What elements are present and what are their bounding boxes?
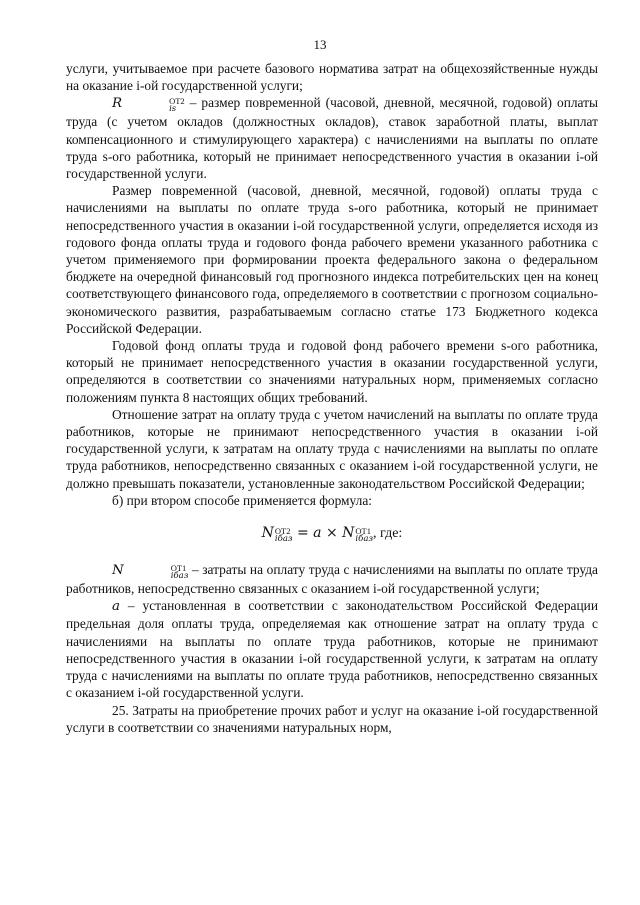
paragraph-n-text: – затраты на оплату труда с начислениями на выплаты по оплате труда работников, непосредственно связанных с оказанием i-ой государственной услуги; xyxy=(66,562,598,597)
paragraph-a-definition xyxy=(66,597,598,701)
paragraph-r-text: – размер повременной (часовой, дневной, месячной, годовой) оплаты труда (с учетом окладов (должностных окладов), ставок заработной платы, выплат компенсационного и стимулирующего характера) с начислениями на выплаты по оплате труда s-ого работника, который не принимает непосредственного участия в оказании i-ой государственной услуги. xyxy=(66,95,598,182)
formula-lhs-symbol: N xyxy=(261,525,274,542)
paragraph-25: 25. Затраты на приобретение прочих работ и услуг на оказание i-ой государственной услуги в соответствии со значениями натуральных норм, xyxy=(66,702,598,735)
symbol-n-sup: ОТ1 xyxy=(170,563,187,574)
page-number: 13 xyxy=(313,37,327,52)
formula-lhs-sub: iбаз xyxy=(274,534,293,545)
formula-lhs-sup: ОТ2 xyxy=(274,526,291,537)
formula-middle: = a × xyxy=(292,525,343,542)
paragraph-n-definition xyxy=(66,561,598,597)
symbol-a: a xyxy=(112,599,120,615)
paragraph-ratio: Отношение затрат на оплату труда с учетом начислений на выплаты по оплате труда работников, которые не принимают непосредственного участия в оказании i-ой государственной услуги, к затратам на оплату труда с начислениями на выплаты по оплате труда работников, непосредственно связанных с оказанием i-ой государственной услуги, не должно превышать показатели, установленные законодательством Российской Федерации; xyxy=(66,406,598,491)
formula xyxy=(66,525,598,543)
symbol-r: R xyxy=(112,96,123,112)
formula-suffix: , где: xyxy=(373,526,403,542)
formula-rhs-sub: iбаз xyxy=(355,534,374,545)
paragraph-r-definition xyxy=(66,94,598,182)
symbol-r-sup: ОТ2 xyxy=(169,96,185,107)
paragraph-a-text: – установленная в соответствии с законодательством Российской Федерации предельная доля оплаты труда, определяемая как отношение затрат на оплату труда с начислениями на выплаты по оплате труда работников, которые не принимают непосредственного участия в оказании i-ой государственной услуги, к затратам на оплату труда с начислениями на выплаты по оплате труда работников, непосредственно связанных с оказанием i-ой государственной услуги. xyxy=(66,598,598,701)
symbol-n-sub: iбаз xyxy=(170,571,189,582)
formula-rhs-symbol: N xyxy=(342,525,355,542)
paragraph-second-method: б) при втором способе применяется формула: xyxy=(112,492,372,508)
paragraph-annual-fund: Годовой фонд оплаты труда и годовой фонд рабочего времени s-ого работника, который не принимает непосредственного участия в оказании государственной услуги, определяются в соответствии со значениями натуральных норм, применяемых согласно положениям пункта 8 настоящих общих требований. xyxy=(66,338,598,405)
document-body xyxy=(66,60,598,736)
symbol-n: N xyxy=(112,563,124,579)
symbol-r-sub: is xyxy=(169,104,177,115)
formula-rhs-sup: ОТ1 xyxy=(355,526,371,537)
paragraph-continuation: услуги, учитываемое при расчете базового норматива затрат на общехозяйственные нужды на оказание i-ой государственной услуги; xyxy=(66,61,598,94)
paragraph-time-pay: Размер повременной (часовой, дневной, месячной, годовой) оплаты труда с начислениями на выплаты по оплате труда s-ого работника, который не принимает непосредственного участия в оказании i-ой государственной услуги, определяется исходя из годового фонда оплаты труда и годового фонда рабочего времени указанного работника с учетом применяемого при формировании проекта федерального закона о федеральном бюджете на очередной финансовый год прогнозного индекса потребительских цен на конец соответствующего финансового года, определяемого в соответствии с прогнозом социально-экономического развития, разрабатываемым согласно статье 173 Бюджетного кодекса Российской Федерации. xyxy=(66,183,598,336)
